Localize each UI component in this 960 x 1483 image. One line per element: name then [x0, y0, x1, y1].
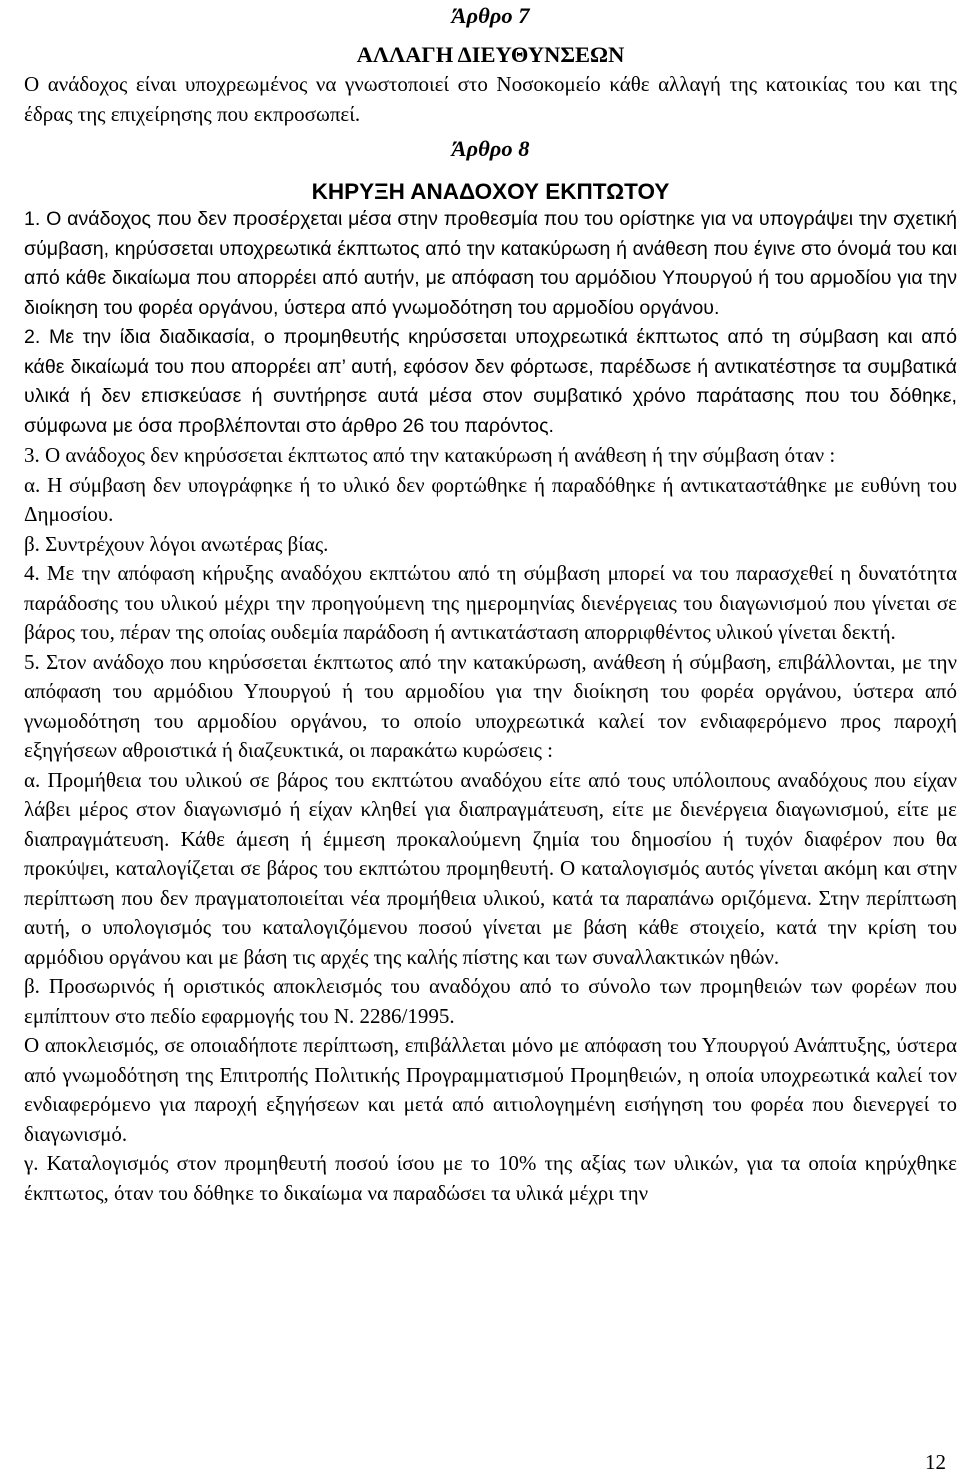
article-8-paragraph-3b: β. Συντρέχουν λόγοι ανωτέρας βίας.: [24, 531, 329, 556]
article-8-paragraph-1: 1. Ο ανάδοχος που δεν προσέρχεται μέσα στην προθεσμία που του ορίστηκε για να υπογράψει την σχετική σύμβαση, κηρύσσεται υποχρεωτικά έκπτωτος από την κατακύρωση ή ανάθεση που έγινε στο όνομά του και από κάθε δικαίωμα που απορρέει από αυτήν, με απόφαση του αρμόδιου Υπουργού ή του αρμοδίου για την διοίκηση του φορέα οργάνου, ύστερα από γνωμοδότηση του αρμοδίου οργάνου.: [24, 208, 957, 319]
article-8-paragraph-4: 4. Με την απόφαση κήρυξης αναδόχου εκπτώτου από τη σύμβαση μπορεί να του παρασχεθεί η δυνατότητα παράδοσης του υλικού μέχρι την προηγούμενη της ημερομηνίας διενέργειας του διαγωνισμού που γίνεται σε βάρος του, πέραν της οποίας ουδεμία παράδοση ή αντικατάσταση απορριφθέντος υλικού γίνεται δεκτή.: [24, 561, 957, 644]
article-8-paragraph-3: 3. Ο ανάδοχος δεν κηρύσσεται έκπτωτος από την κατακύρωση ή ανάθεση ή την σύμβαση όταν :: [24, 443, 836, 467]
article-7-text: Ο ανάδοχος είναι υποχρεωμένος να γνωστοποιεί στο Νοσοκομείο κάθε αλλαγή της κατοικίας του και της έδρας της επιχείρησης που εκπροσωπεί.: [24, 72, 957, 126]
article-8-paragraph-5b-exclusion: Ο αποκλεισμός, σε οποιαδήποτε περίπτωση, επιβάλλεται μόνο με απόφαση του Υπουργού Ανάπτυξης, ύστερα από γνωμοδότηση της Επιτροπής Πολιτικής Προγραμματισμού Προμηθειών, η οποία υποχρεωτικά καλεί τον ενδιαφερόμενο για παροχή εξηγήσεων και μετά από αιτιολογημένη εισήγηση του φορέα που διενεργεί το διαγωνισμό.: [24, 1033, 957, 1146]
page-number: 12: [925, 1450, 946, 1474]
article-8-paragraph-2: 2. Με την ίδια διαδικασία, ο προμηθευτής κηρύσσεται υποχρεωτικά έκπτωτος από τη σύμβαση και από κάθε δικαίωμά του που απορρέει απ’ αυτή, εφόσον δεν φόρτωσε, παρέδωσε ή αντικατέστησε τα συμβατικά υλικά ή δεν επισκεύασε ή συντήρησε αυτά μέσα στον συμβατικό χρόνο παράτασης που του δόθηκε, σύμφωνα με όσα προβλέπονται στο άρθρο 26 του παρόντος.: [24, 326, 957, 437]
article-7-title: ΑΛΛΑΓΗ ΔΙΕΥΘΥΝΣΕΩΝ: [356, 42, 625, 67]
article-8-title: ΚΗΡΥΞΗ ΑΝΑΔΟΧΟΥ ΕΚΠΤΩΤΟΥ: [311, 179, 670, 204]
article-8-paragraph-5c: γ. Καταλογισμός στον προμηθευτή ποσού ίσου με το 10% της αξίας των υλικών, για τα οποία κηρύχθηκε έκπτωτος, όταν του δόθηκε το δικαίωμα να παραδώσει τα υλικά μέχρι την: [24, 1151, 957, 1205]
document-page: [24, 0, 957, 1208]
article-8-paragraph-5: 5. Στον ανάδοχο που κηρύσσεται έκπτωτος από την κατακύρωση, ανάθεση ή σύμβαση, επιβάλλονται, με την απόφαση του αρμόδιου Υπουργού ή του αρμοδίου για την διοίκηση του φορέα οργάνου, ύστερα από γνωμοδότηση του αρμοδίου οργάνου, το οποίο υποχρεωτικά καλεί τον ενδιαφερόμενο προς παροχή εξηγήσεων αθροιστικά ή διαζευκτικά, οι παρακάτω κυρώσεις :: [24, 649, 957, 762]
article-8-paragraph-3a: α. Η σύμβαση δεν υπογράφηκε ή το υλικό δεν φορτώθηκε ή παραδόθηκε ή αντικαταστάθηκε με ευθύνη του Δημοσίου.: [24, 472, 957, 526]
article-7-heading: Άρθρο 7: [451, 3, 530, 28]
article-8-paragraph-5b: β. Προσωρινός ή οριστικός αποκλεισμός του αναδόχου από το σύνολο των προμηθειών των φορέων που εμπίπτουν στο πεδίο εφαρμογής του Ν. 2286/1995.: [24, 974, 957, 1028]
article-8-heading: Άρθρο 8: [451, 136, 530, 161]
article-8-paragraph-5a: α. Προμήθεια του υλικού σε βάρος του εκπτώτου αναδόχου είτε από τους υπόλοιπους αναδόχους που είχαν λάβει μέρος στον διαγωνισμό ή είχαν κληθεί για διαπραγμάτευση, είτε με διενέργεια διαγωνισμού, είτε με διαπραγμάτευση. Κάθε άμεση ή έμμεση προκαλούμενη ζημία του δημοσίου ή τυχόν διαφέρον που θα προκύψει, καταλογίζεται σε βάρος του εκπτώτου προμηθευτή. Ο καταλογισμός αυτός γίνεται ακόμη και στην περίπτωση που δεν πραγματοποιείται νέα προμήθεια υλικού, κατά τα παραπάνω οριζόμενα. Στην περίπτωση αυτή, ο υπολογισμός του καταλογιζόμενου ποσού γίνεται με βάση κάθε στοιχείο, κατά την κρίση του αρμόδιου οργάνου και με βάση τις αρχές της καλής πίστης και των συναλλακτικών ηθών.: [24, 767, 957, 969]
